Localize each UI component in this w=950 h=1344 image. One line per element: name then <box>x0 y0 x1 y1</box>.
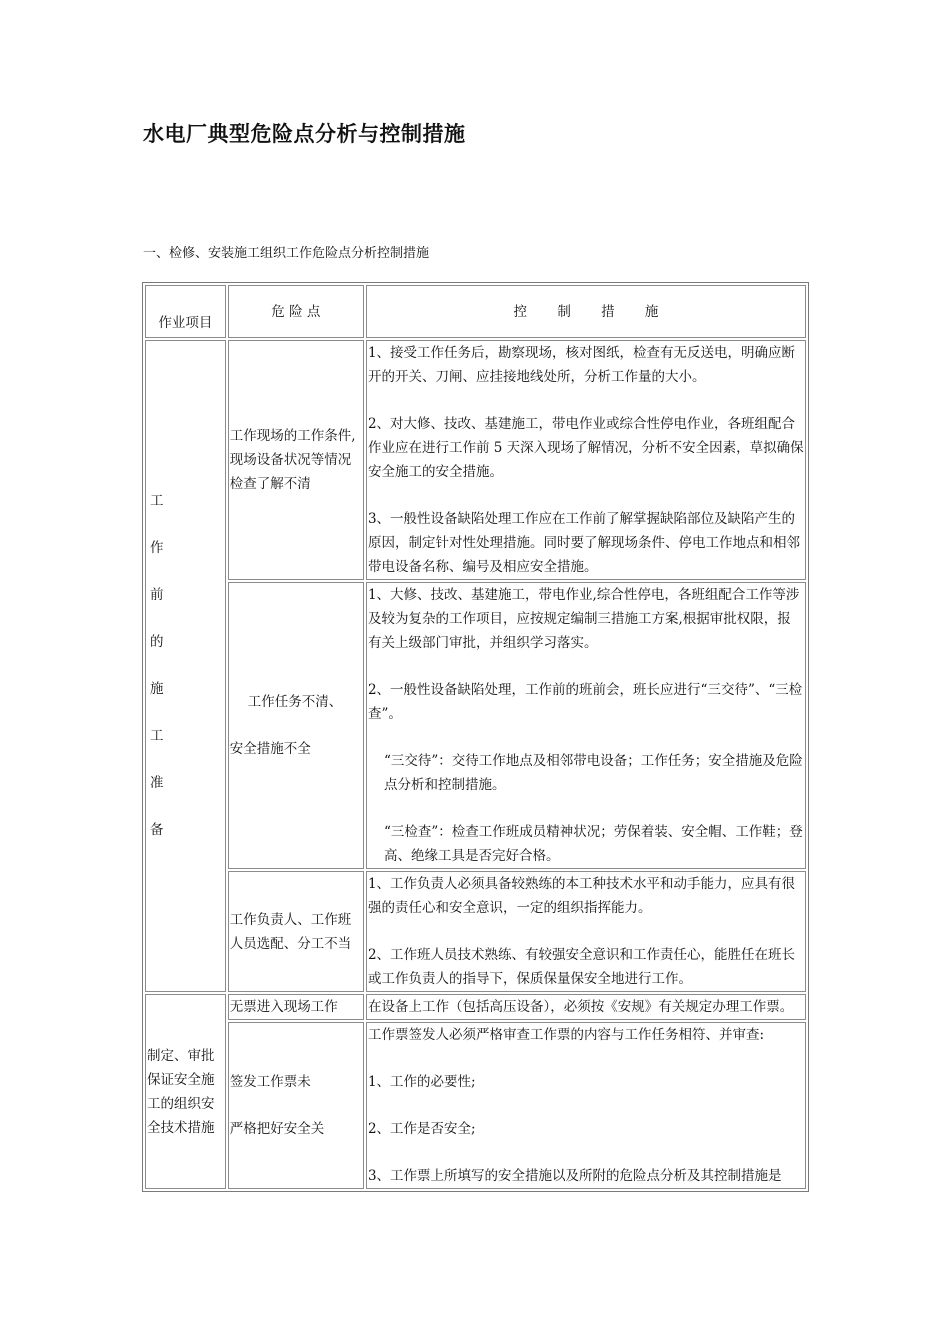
control-cell: 1、工作负责人必须具备较熟练的本工种技术水平和动手能力，应具有很强的责任心和安全意识，一定的组织指挥能力。 2、工作班人员技术熟练、有较强安全意识和工作责任心，能胜任在班长或工作负责人的指导下，保质保量保安全地进行工作。 <box>366 871 806 992</box>
table-row <box>145 340 806 580</box>
control-cell: 在设备上工作（包括高压设备），必须按《安规》有关规定办理工作票。 <box>366 994 806 1020</box>
section-heading: 一、检修、安装施工组织工作危险点分析控制措施 <box>143 246 430 261</box>
table-row <box>145 582 806 869</box>
hazard-cell: 工作任务不清、 安全措施不全 <box>228 582 364 869</box>
hazard-cell: 无票进入现场工作 <box>228 994 364 1020</box>
hazard-cell: 工作现场的工作条件,现场设备状况等情况检查了解不清 <box>228 340 364 580</box>
work-item-measures: 制定、审批保证安全施工的组织安全技术措施 <box>145 994 226 1189</box>
control-cell: 1、接受工作任务后，勘察现场，核对图纸，检查有无反送电，明确应断开的开关、刀闸、应挂接地线处所，分析工作量的大小。 2、对大修、技改、基建施工，带电作业或综合性停电作业，各班组配合作业应在进行工作前 5 天深入现场了解情况，分析不安全因素，草拟确保安全施工的安全措施。 3、一般性设备缺陷处理工作应在工作前了解掌握缺陷部位及缺陷产生的原因，制定针对性处理措施。同时要了解现场条件、停电工作地点和相邻带电设备名称、编号及相应安全措施。 <box>366 340 806 580</box>
table-row <box>145 994 806 1020</box>
table-header-row <box>145 285 806 338</box>
table-row <box>145 1022 806 1189</box>
control-cell: 工作票签发人必须严格审查工作票的内容与工作任务相符、并审查: 1、工作的必要性; 2、工作是否安全; 3、工作票上所填写的安全措施以及所附的危险点分析及其控制措施是 <box>366 1022 806 1189</box>
page-title: 水电厂典型危险点分析与控制措施 <box>143 122 466 146</box>
hazard-cell: 签发工作票未 严格把好安全关 <box>228 1022 364 1189</box>
header-work-item: 作业项目 <box>145 285 226 338</box>
hazard-control-table <box>142 282 809 1192</box>
hazard-cell: 工作负责人、工作班人员选配、分工不当 <box>228 871 364 992</box>
header-hazard: 危 险 点 <box>228 285 364 338</box>
control-cell: 1、大修、技改、基建施工，带电作业,综合性停电，各班组配合工作等涉及较为复杂的工作项目，应按规定编制三措施工方案,根据审批权限，报有关上级部门审批，并组织学习落实。 2、一般性设备缺陷处理，工作前的班前会，班长应进行“三交待”、“三检查”。 “三交待”：交待工作地点及相邻带电设备；工作任务；安全措施及危险点分析和控制措施。 “三检查”：检查工作班成员精神状况；劳保着装、安全帽、工作鞋；登高、绝缘工具是否完好合格。 <box>366 582 806 869</box>
work-item-prep: 工 作 前 的 施 工 准 备 <box>145 340 226 992</box>
table-row <box>145 871 806 992</box>
header-control: 控 制 措 施 <box>366 285 806 338</box>
